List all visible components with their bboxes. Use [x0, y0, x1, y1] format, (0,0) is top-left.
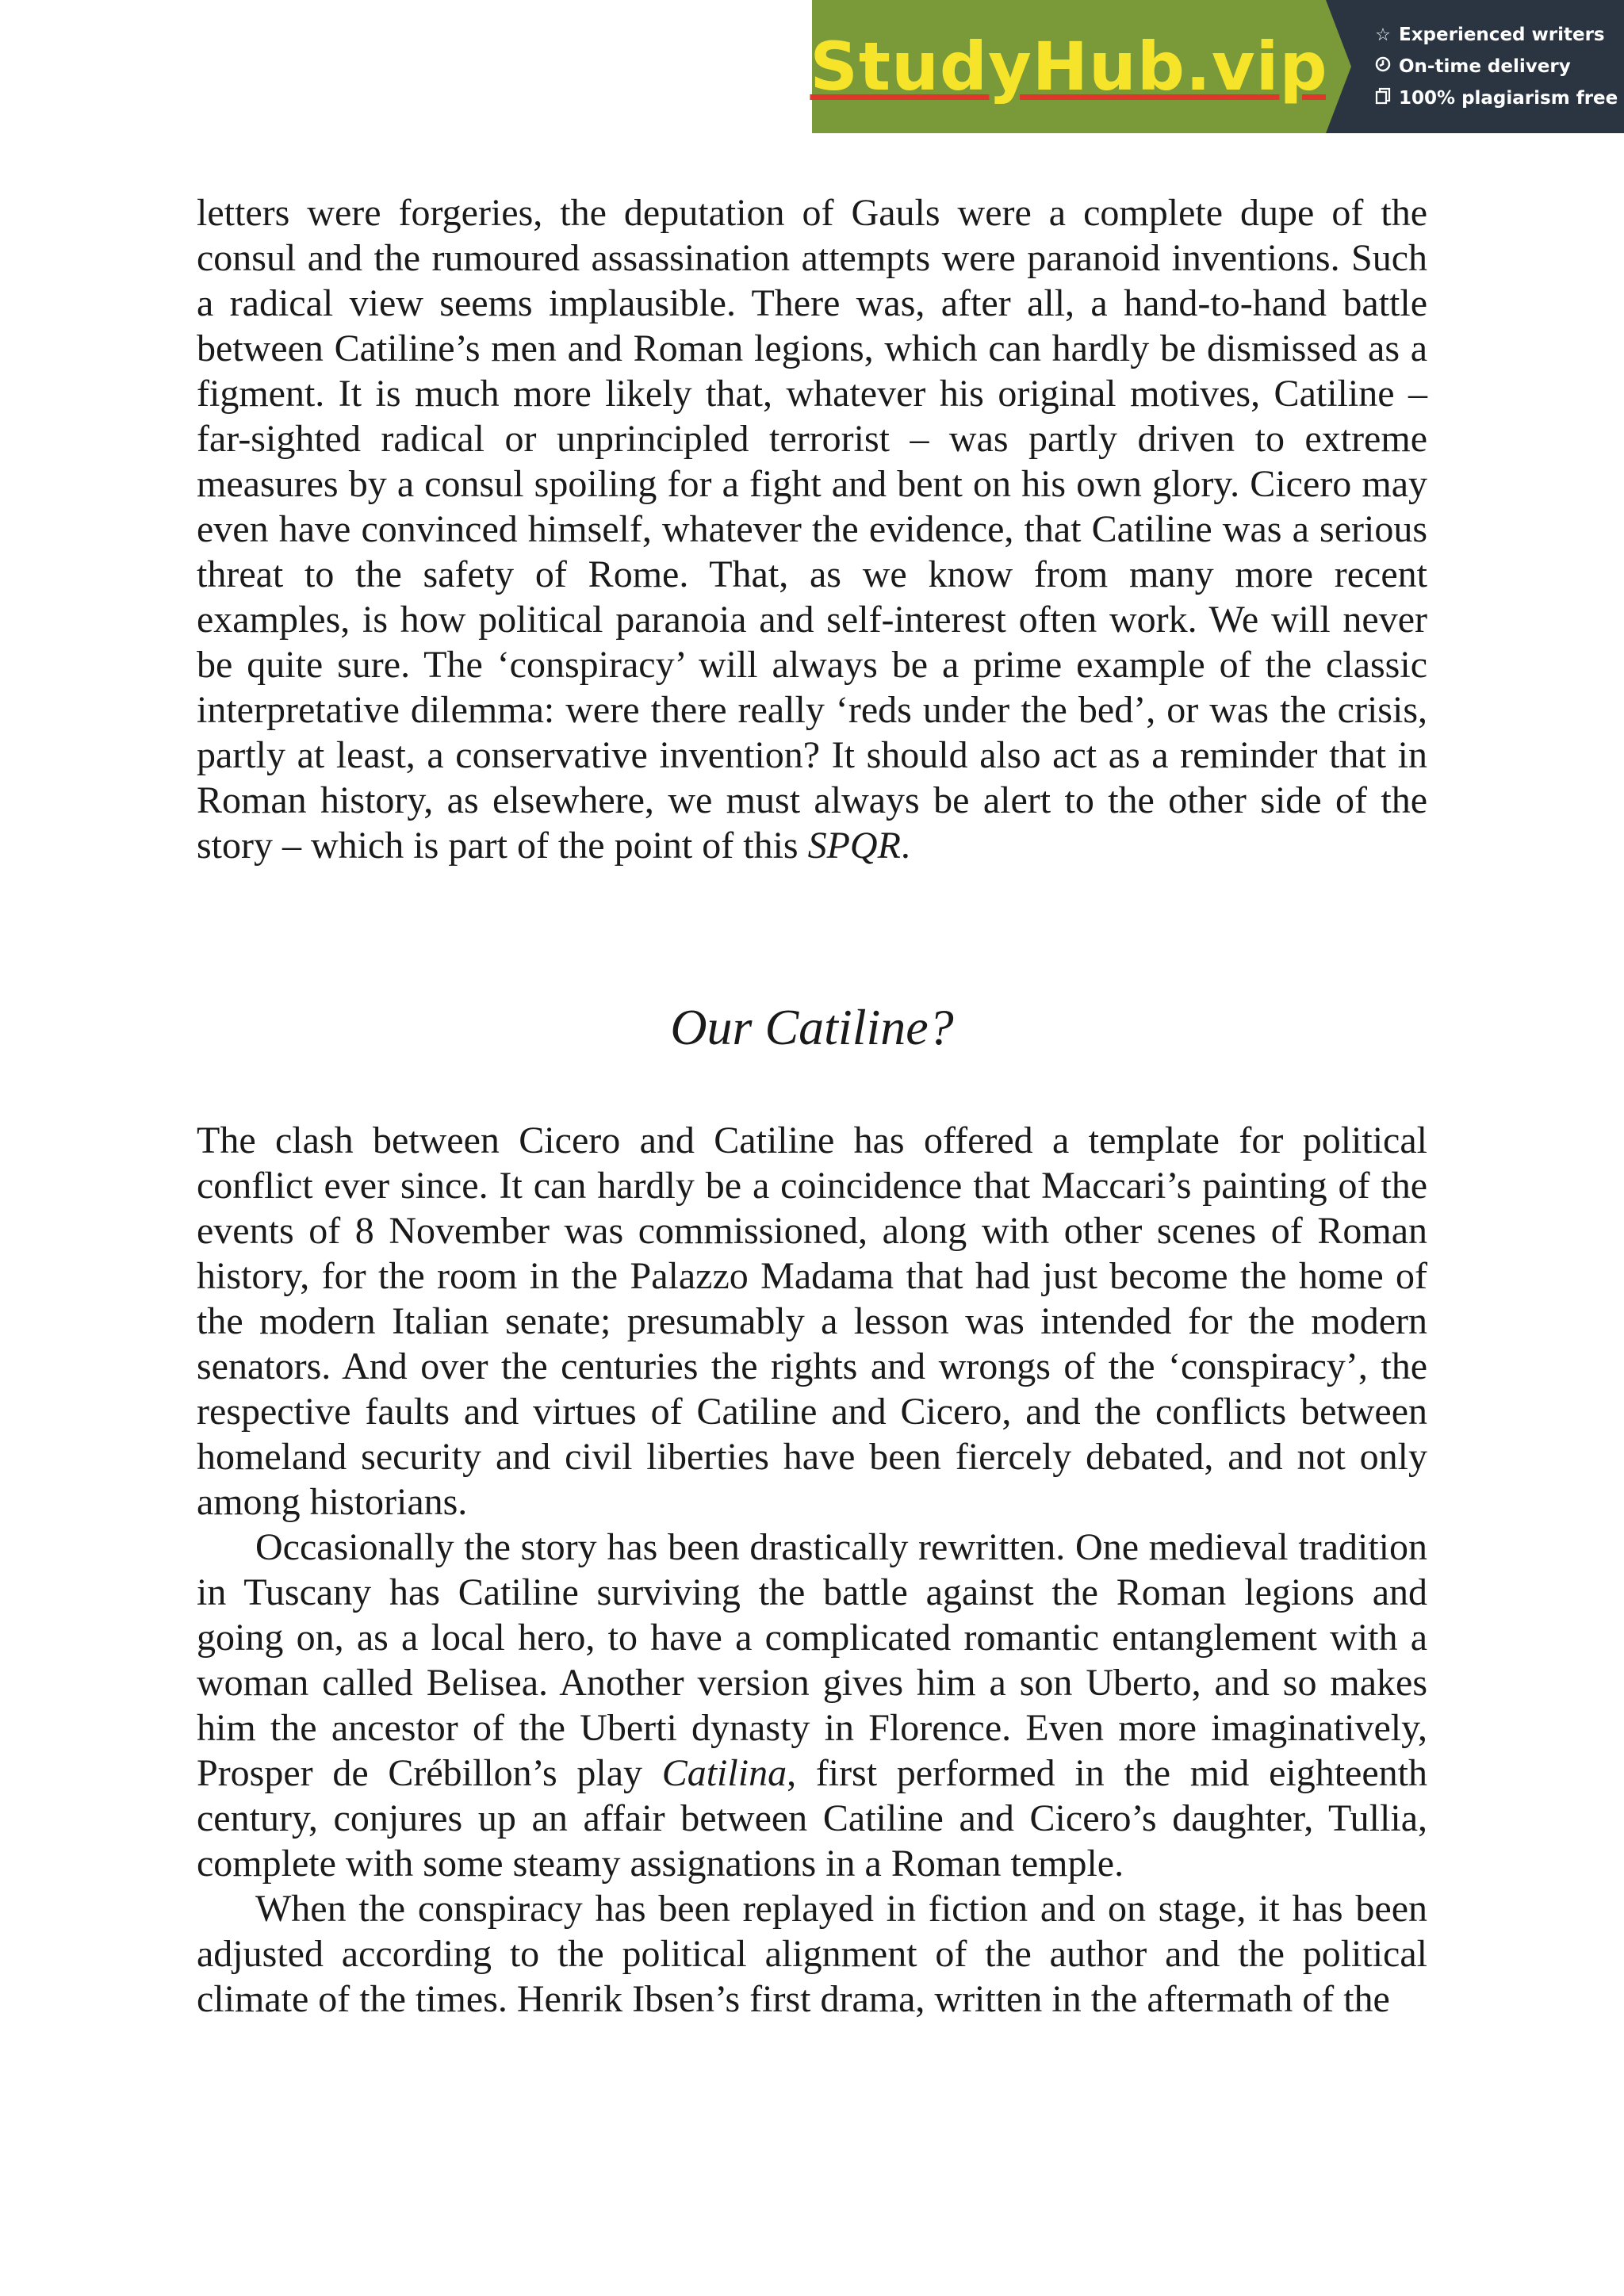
document-icon [1373, 87, 1392, 109]
paragraph-1-end: . [900, 825, 910, 867]
paragraph-3 [197, 1525, 1427, 1886]
paragraph-1 [197, 190, 1427, 868]
paragraph-3-text: Occasionally the story has been drastically rewritten. One medieval tradition in Tuscany has Catiline surviving the battle against the Roman legions and going on, as a local hero, to have a complicated romantic entanglement with a woman called Belisea. Another version gives him a son Uberto, and so makes him the ancestor of the Uberti dynasty in Florence. Even more imaginatively, Prosper de Crébillon’s play [197, 1526, 1427, 1794]
star-icon: ☆ [1375, 25, 1391, 45]
paragraph-3-end: , first performed in the mid eighteenth century, conjures up an affair between Catiline and Cicero’s daughter, Tullia, complete with some steamy assignations in a Roman temple. [197, 1752, 1428, 1885]
feature-on-time-delivery [1373, 53, 1624, 80]
feature-label: Experienced writers [1399, 25, 1605, 45]
clock-icon [1373, 56, 1392, 77]
logo-text: StudyHub.vip [810, 28, 1328, 105]
feature-plagiarism-free [1373, 85, 1624, 112]
paragraph-4: When the conspiracy has been replayed in fiction and on stage, it has been adjusted according to the political alignment of the author and the political climate of the times. Henrik Ibsen’s first drama, written in the aftermath of the [197, 1888, 1427, 2020]
paragraph-2: The clash between Cicero and Catiline has offered a template for political conflict ever since. It can hardly be a coincidence that Maccari’s painting of the events of 8 November was commissioned, along with other scenes of Roman history, for the room in the Palazzo Madama that had just become the home of the modern Italian senate; presumably a lesson was intended for the modern senators. And over the centuries the rights and wrongs of the ‘conspiracy’, the respective faults and virtues of Catiline and Cicero, and the conflicts between homeland security and civil liberties have been fiercely debated, and not only among historians. [197, 1119, 1427, 1523]
paragraph-1-text: letters were forgeries, the deputation of Gauls were a complete dupe of the consul and the rumoured assassination attempts were paranoid inventions. Such a radical view seems implausible. There was, after all, a hand-to-hand battle between Catiline’s men and Roman legions, which can hardly be dismissed as a figment. It is much more likely that, whatever his original motives, Catiline – far-sighted radical or unprincipled terrorist – was partly driven to extreme measures by a consul spoiling for a fight and bent on his own glory. Cicero may even have convinced himself, whatever the evidence, that Catiline was a serious threat to the safety of Rome. That, as we know from many more recent examples, is how political paranoia and self-interest often work. We will never be quite sure. The ‘conspiracy’ will always be a prime example of the classic interpretative dilemma: were there really ‘reds under the bed’, or was the crisis, partly at least, a conservative invention? It should also act as a reminder that in Roman history, as elsewhere, we must always be alert to the other side of the story – which is part of the point of this [197, 192, 1427, 867]
studyhub-logo[interactable] [812, 0, 1326, 133]
section-body [197, 1118, 1427, 2022]
studyhub-banner[interactable] [812, 0, 1624, 133]
section-heading: Our Catiline? [670, 999, 954, 1055]
catilina-italic: Catilina [661, 1752, 787, 1794]
feature-experienced-writers [1373, 21, 1624, 48]
spqr-italic: SPQR [807, 825, 901, 867]
feature-label: On-time delivery [1399, 56, 1571, 77]
page-content [197, 190, 1428, 2020]
feature-label: 100% plagiarism free [1399, 88, 1618, 109]
banner-features [1326, 0, 1624, 133]
